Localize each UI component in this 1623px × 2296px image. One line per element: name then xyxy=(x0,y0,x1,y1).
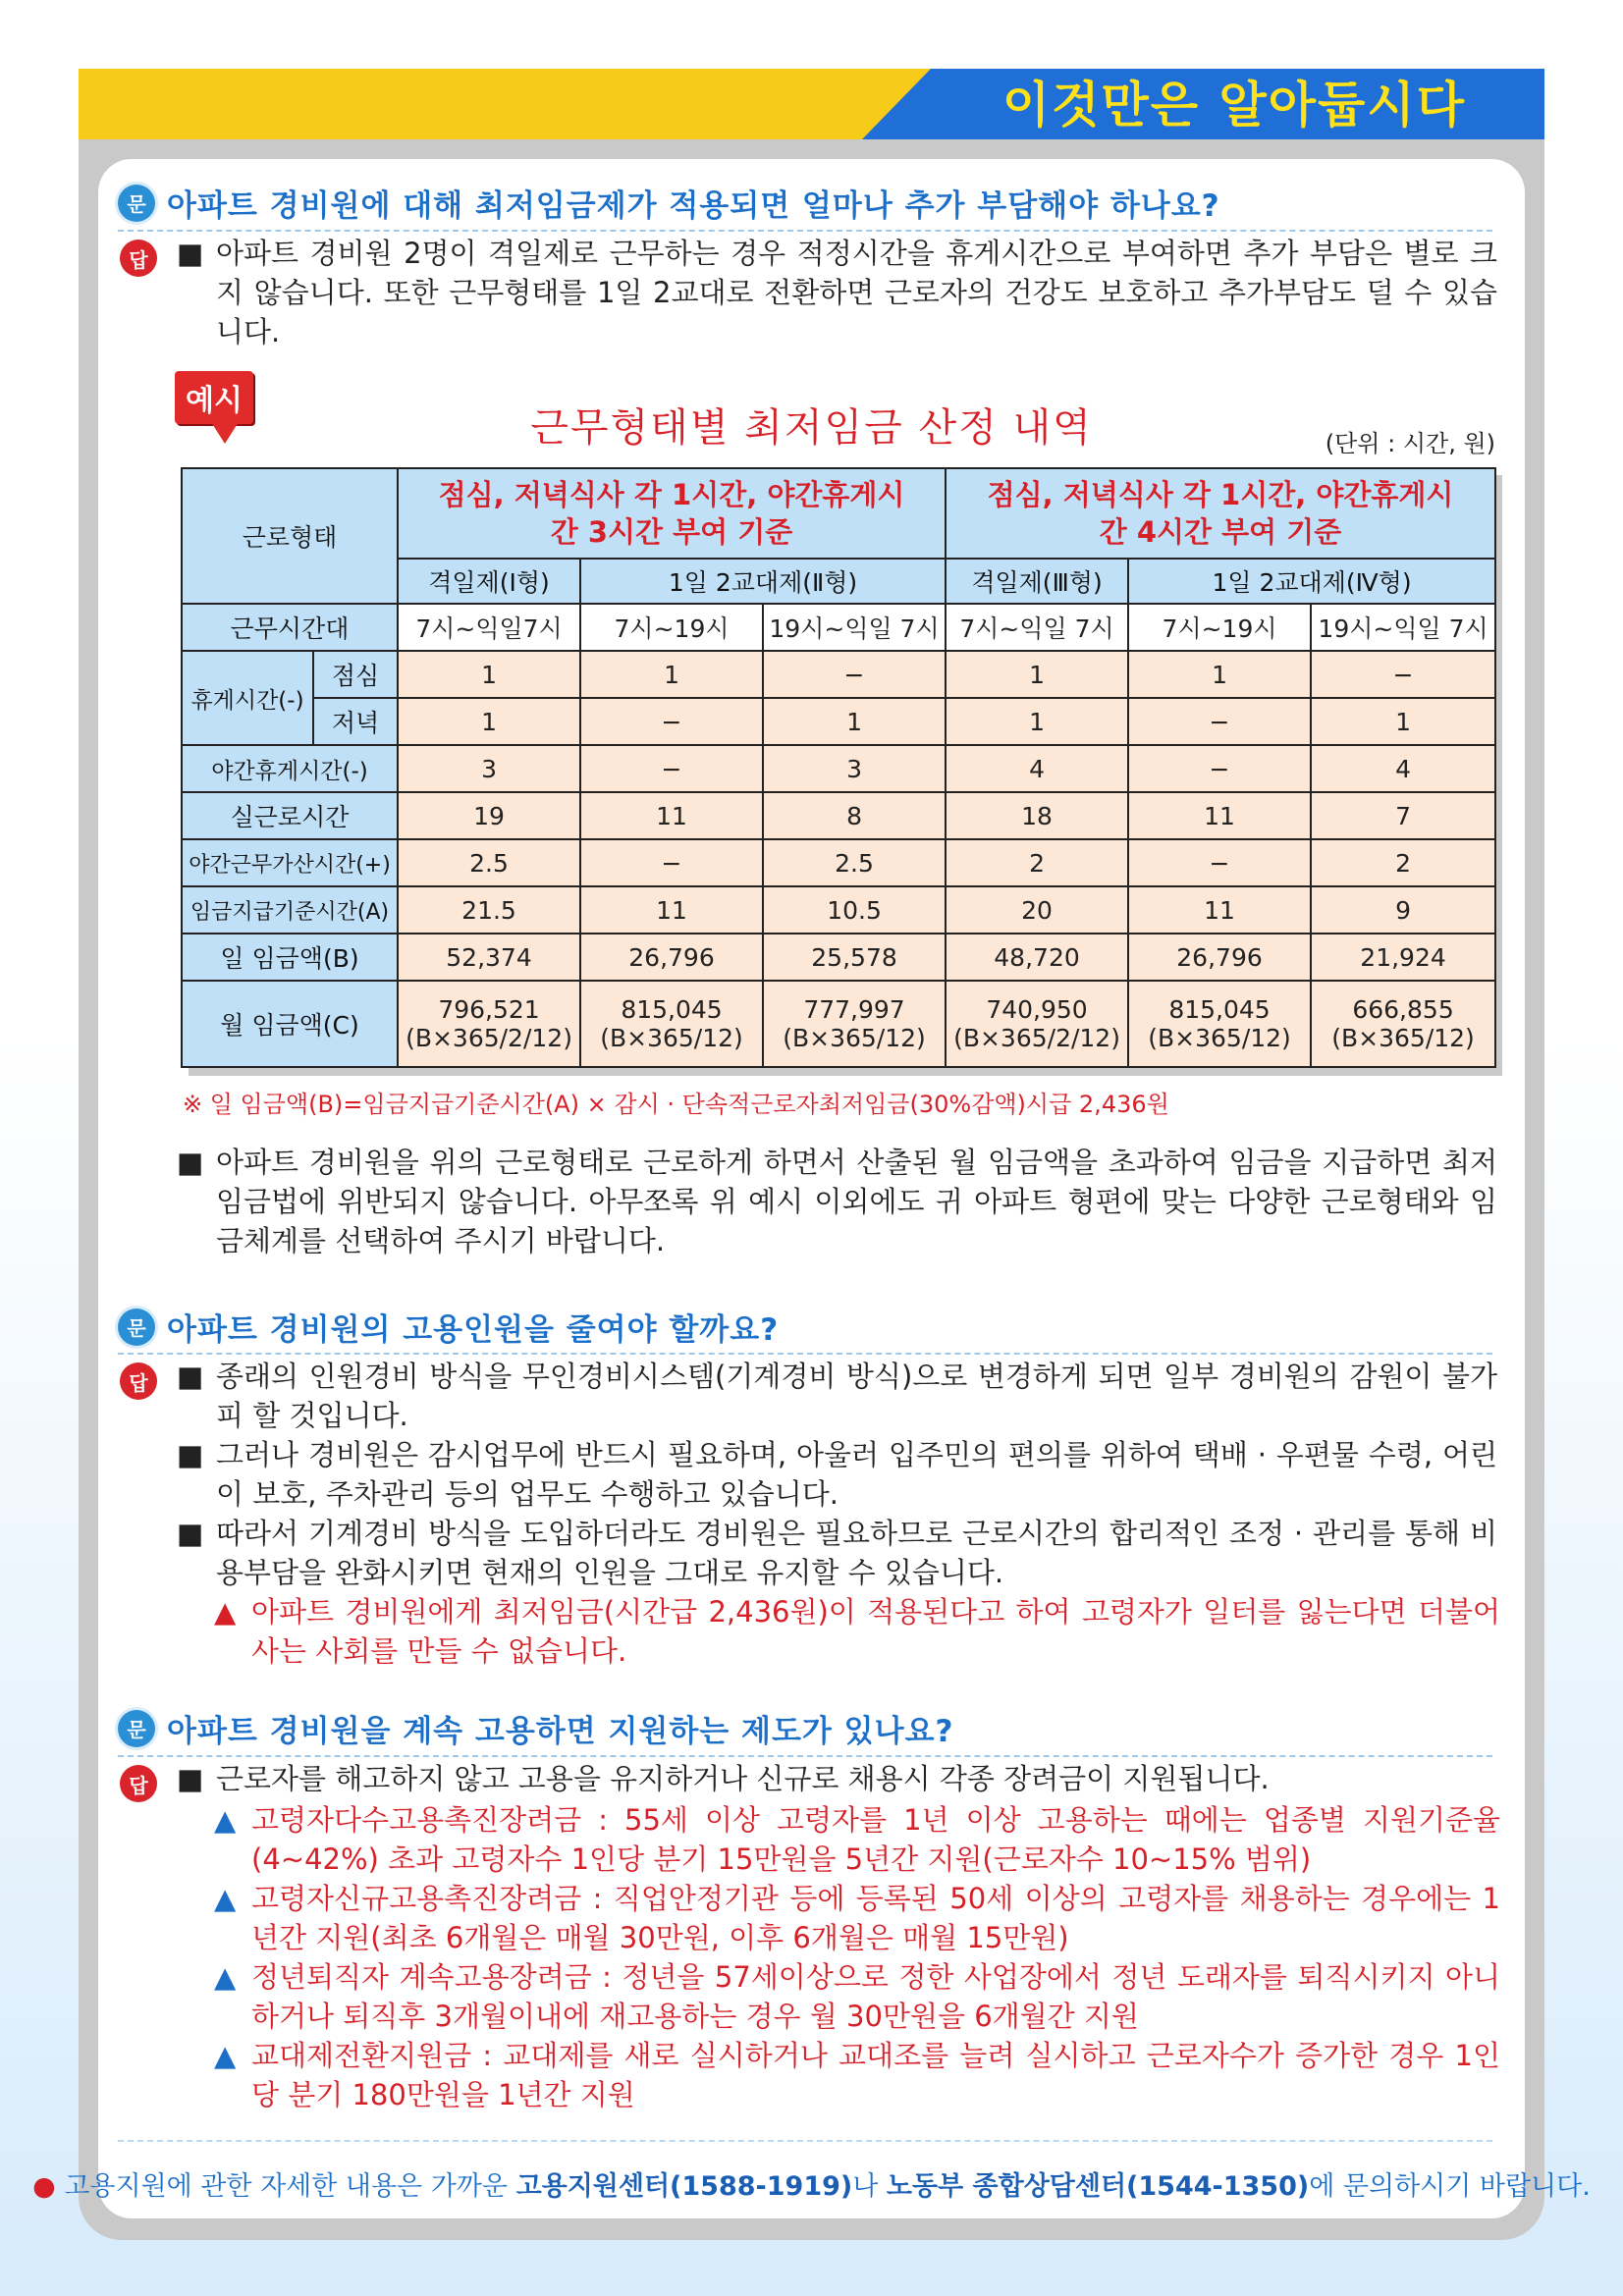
table-row xyxy=(182,604,1495,651)
table-cell: 26,796 xyxy=(580,934,763,981)
monthly-formula: (B×365/12) xyxy=(1331,1024,1475,1052)
table-cell: 11 xyxy=(1128,886,1311,934)
table-cell: 52,374 xyxy=(398,934,580,981)
question-3 xyxy=(118,1706,954,1750)
footer-text: 나 xyxy=(852,2171,887,2202)
row-label: 일 임금액(B) xyxy=(182,934,398,981)
table-footnote: ※ 일 임금액(B)=임금지급기준시간(A) × 감시 · 단속적근로자최저임금(30%감액)시급 2,436원 xyxy=(183,1091,1169,1118)
question-divider xyxy=(118,1353,1492,1355)
bullet-icon: ■ xyxy=(177,1517,204,1550)
table-unit: (단위 : 시간, 원) xyxy=(1325,430,1495,457)
monthly-value: 740,950 xyxy=(986,995,1088,1024)
wage-table xyxy=(181,467,1496,1068)
bullet-icon: ■ xyxy=(177,1762,204,1795)
row-group-label: 휴게시간(-) xyxy=(182,651,313,745)
table-cell xyxy=(580,981,763,1067)
table-row xyxy=(182,698,1495,745)
monthly-value: 777,997 xyxy=(803,995,905,1024)
question-1-text: 아파트 경비원에 대해 최저임금제가 적용되면 얼마나 추가 부담해야 하나요? xyxy=(167,188,1220,224)
monthly-formula: (B×365/12) xyxy=(600,1024,743,1052)
col-header: 격일제(Ⅲ형) xyxy=(946,559,1128,604)
monthly-formula: (B×365/2/12) xyxy=(953,1024,1120,1052)
answer-badge: 답 xyxy=(120,1362,157,1400)
table-row xyxy=(182,886,1495,934)
table-cell xyxy=(1311,981,1495,1067)
table-cell: 1 xyxy=(763,698,946,745)
table-cell: 2 xyxy=(946,839,1128,886)
question-divider xyxy=(118,230,1492,232)
table-cell: 7시~익일 7시 xyxy=(946,604,1128,651)
triangle-icon: ▲ xyxy=(214,2039,237,2072)
group-header-1: 점심, 저녁식사 각 1시간, 야간휴게시간 3시간 부여 기준 xyxy=(398,468,946,559)
table-row xyxy=(182,745,1495,792)
table-cell: 11 xyxy=(1128,792,1311,839)
col-header: 1일 2교대제(Ⅱ형) xyxy=(580,559,946,604)
row-label: 월 임금액(C) xyxy=(182,981,398,1067)
table-cell: − xyxy=(580,698,763,745)
subsidy-item xyxy=(214,1957,1500,2036)
table-cell: 11 xyxy=(580,886,763,934)
table-cell: 21.5 xyxy=(398,886,580,934)
answer-3-text: 근로자를 해고하지 않고 고용을 유지하거나 신규로 채용시 각종 장려금이 지원됩니다. xyxy=(216,1762,1270,1795)
answer-3-item xyxy=(177,1759,1497,1798)
table-cell: 19 xyxy=(398,792,580,839)
table-cell xyxy=(763,981,946,1067)
triangle-icon: ▲ xyxy=(214,1595,237,1629)
triangle-icon: ▲ xyxy=(214,1960,237,1994)
question-2-text: 아파트 경비원의 고용인원을 줄여야 할까요? xyxy=(167,1312,780,1348)
question-badge: 문 xyxy=(118,1308,155,1346)
monthly-formula: (B×365/12) xyxy=(783,1024,926,1052)
subsidy-text: 정년퇴직자 계속고용장려금 : 정년을 57세이상으로 정한 사업장에서 정년 도래자를 퇴직시키지 아니하거나 퇴직후 3개월이내에 재고용하는 경우 월 30만원을 6개월간 지원 xyxy=(251,1960,1500,2033)
table-title: 근무형태별 최저임금 산정 내역 xyxy=(530,405,1093,451)
table-cell: − xyxy=(1128,698,1311,745)
table-cell: 2.5 xyxy=(763,839,946,886)
answer-1-text: 아파트 경비원 2명이 격일제로 근무하는 경우 적정시간을 휴게시간으로 부여하면 추가 부담은 별로 크지 않습니다. 또한 근무형태를 1일 2교대로 전환하면 근로자의 건강도 보호하고 추가부담도 덜 수 있습니다. xyxy=(216,237,1497,348)
table-cell: 1 xyxy=(946,651,1128,698)
table-cell: 26,796 xyxy=(1128,934,1311,981)
footer-center-1: 고용지원센터(1588-1919) xyxy=(515,2171,853,2202)
table-cell: 3 xyxy=(763,745,946,792)
row-label: 실근로시간 xyxy=(182,792,398,839)
table-cell: 11 xyxy=(580,792,763,839)
example-badge: 예시 xyxy=(175,371,253,424)
bullet-icon: ■ xyxy=(177,1438,204,1471)
table-cell: 1 xyxy=(580,651,763,698)
table-row xyxy=(182,839,1495,886)
answer-1-paragraph xyxy=(177,234,1497,351)
table-row xyxy=(182,934,1495,981)
table-cell: 3 xyxy=(398,745,580,792)
monthly-formula: (B×365/2/12) xyxy=(406,1024,572,1052)
answer-2-item xyxy=(177,1514,1497,1592)
answer-1-followup-text: 아파트 경비원을 위의 근로형태로 근로하게 하면서 산출된 월 임금액을 초과하여 임금을 지급하면 최저임금법에 위반되지 않습니다. 아무쪼록 위 예시 이외에도 귀 아파트 형편에 맞는 다양한 근로형태와 임금체계를 선택하여 주시기 바랍니다. xyxy=(216,1146,1497,1257)
table-cell: 2 xyxy=(1311,839,1495,886)
question-badge: 문 xyxy=(118,185,155,222)
table-cell: − xyxy=(580,839,763,886)
monthly-value: 815,045 xyxy=(1168,995,1271,1024)
table-cell: 25,578 xyxy=(763,934,946,981)
row-label: 임금지급기준시간(A) xyxy=(182,886,398,934)
question-2 xyxy=(118,1305,779,1349)
table-corner-label: 근로형태 xyxy=(182,468,398,604)
table-cell: 8 xyxy=(763,792,946,839)
footer-divider xyxy=(118,2140,1492,2142)
subsidy-text: 고령자다수고용촉진장려금 : 55세 이상 고령자를 1년 이상 고용하는 때에는 업종별 지원기준율 (4~42%) 초과 고령자수 1인당 분기 15만원을 5년간 지원(근로자수 10~15% 범위) xyxy=(251,1803,1500,1876)
bullet-icon: ■ xyxy=(177,1360,204,1393)
answer-badge: 답 xyxy=(120,1765,157,1802)
subsidy-item xyxy=(214,2036,1500,2114)
table-cell xyxy=(1128,981,1311,1067)
question-3-text: 아파트 경비원을 계속 고용하면 지원하는 제도가 있나요? xyxy=(167,1714,954,1749)
table-cell: 20 xyxy=(946,886,1128,934)
table-row xyxy=(182,651,1495,698)
table-cell: − xyxy=(1128,745,1311,792)
table-cell: − xyxy=(1128,839,1311,886)
page-title: 이것만은 알아둡시다 xyxy=(1001,77,1466,133)
answer-2-text: 따라서 기계경비 방식을 도입하더라도 경비원은 필요하므로 근로시간의 합리적인 조정 · 관리를 통해 비용부담을 완화시키면 현재의 인원을 그대로 유지할 수 있습니다. xyxy=(216,1517,1497,1589)
table-cell: 4 xyxy=(946,745,1128,792)
triangle-icon: ▲ xyxy=(214,1882,237,1915)
table-cell: 7시~익일7시 xyxy=(398,604,580,651)
subsidy-item xyxy=(214,1879,1500,1957)
table-cell xyxy=(946,981,1128,1067)
row-label: 근무시간대 xyxy=(182,604,398,651)
answer-1-followup xyxy=(177,1143,1497,1260)
bullet-icon: ■ xyxy=(177,1146,204,1179)
table-cell: 9 xyxy=(1311,886,1495,934)
table-cell: 7시~19시 xyxy=(580,604,763,651)
footer-text: 고용지원에 관한 자세한 내용은 가까운 xyxy=(64,2171,516,2202)
subsidy-text: 고령자신규고용촉진장려금 : 직업안정기관 등에 등록된 50세 이상의 고령자를 채용하는 경우에는 1년간 지원(최초 6개월은 매월 30만원, 이후 6개월은 매월 15만원) xyxy=(251,1882,1500,1954)
table-cell: 1 xyxy=(398,651,580,698)
question-divider xyxy=(118,1755,1492,1757)
table-cell: − xyxy=(763,651,946,698)
row-label: 야간근무가산시간(+) xyxy=(182,839,398,886)
answer-2-highlight-text: 아파트 경비원에게 최저임금(시간급 2,436원)이 적용된다고 하여 고령자가 일터를 잃는다면 더불어 사는 사회를 만들 수 없습니다. xyxy=(251,1595,1500,1668)
question-badge: 문 xyxy=(118,1710,155,1747)
row-label: 저녁 xyxy=(313,698,398,745)
col-header: 격일제(Ⅰ형) xyxy=(398,559,580,604)
header-yellow-band xyxy=(79,69,992,139)
triangle-icon: ▲ xyxy=(214,1803,237,1837)
monthly-value: 666,855 xyxy=(1352,995,1454,1024)
table-cell: 10.5 xyxy=(763,886,946,934)
footer-contact xyxy=(0,2164,1623,2203)
table-cell: 19시~익일 7시 xyxy=(763,604,946,651)
table-cell: 21,924 xyxy=(1311,934,1495,981)
col-header: 1일 2교대제(Ⅳ형) xyxy=(1128,559,1495,604)
answer-2-item xyxy=(177,1435,1497,1514)
monthly-value: 796,521 xyxy=(438,995,540,1024)
monthly-formula: (B×365/12) xyxy=(1148,1024,1291,1052)
table-cell: 4 xyxy=(1311,745,1495,792)
table-cell: 19시~익일 7시 xyxy=(1311,604,1495,651)
answer-2-item xyxy=(177,1357,1497,1435)
table-cell: 7시~19시 xyxy=(1128,604,1311,651)
footer-center-2: 노동부 종합상담센터(1544-1350) xyxy=(886,2171,1310,2202)
footer-text: 에 문의하시기 바랍니다. xyxy=(1309,2171,1591,2202)
subsidy-text: 교대제전환지원금 : 교대제를 새로 실시하거나 교대조를 늘려 실시하고 근로자수가 증가한 경우 1인당 분기 180만원을 1년간 지원 xyxy=(251,2039,1500,2111)
table-cell: − xyxy=(1311,651,1495,698)
answer-2-text: 종래의 인원경비 방식을 무인경비시스템(기계경비 방식)으로 변경하게 되면 일부 경비원의 감원이 불가피 할 것입니다. xyxy=(216,1360,1497,1432)
subsidy-item xyxy=(214,1800,1500,1879)
group-header-2: 점심, 저녁식사 각 1시간, 야간휴게시간 4시간 부여 기준 xyxy=(946,468,1495,559)
table-cell: 48,720 xyxy=(946,934,1128,981)
table-row xyxy=(182,981,1495,1067)
table-row xyxy=(182,792,1495,839)
table-cell: 1 xyxy=(946,698,1128,745)
table-cell: 1 xyxy=(1128,651,1311,698)
answer-badge: 답 xyxy=(120,240,157,277)
answer-2-highlight xyxy=(214,1592,1500,1671)
table-cell: − xyxy=(580,745,763,792)
table-cell: 7 xyxy=(1311,792,1495,839)
monthly-value: 815,045 xyxy=(621,995,723,1024)
question-1 xyxy=(118,181,1220,225)
bullet-dot-icon: ● xyxy=(32,2171,56,2202)
bullet-icon: ■ xyxy=(177,237,204,270)
answer-2-text: 그러나 경비원은 감시업무에 반드시 필요하며, 아울러 입주민의 편의를 위하여 택배 · 우편물 수령, 어린이 보호, 주차관리 등의 업무도 수행하고 있습니다. xyxy=(216,1438,1497,1511)
table-cell: 2.5 xyxy=(398,839,580,886)
row-label: 야간휴게시간(-) xyxy=(182,745,398,792)
table-cell: 1 xyxy=(1311,698,1495,745)
table-cell: 1 xyxy=(398,698,580,745)
table-cell xyxy=(398,981,580,1067)
table-cell: 18 xyxy=(946,792,1128,839)
row-label: 점심 xyxy=(313,651,398,698)
